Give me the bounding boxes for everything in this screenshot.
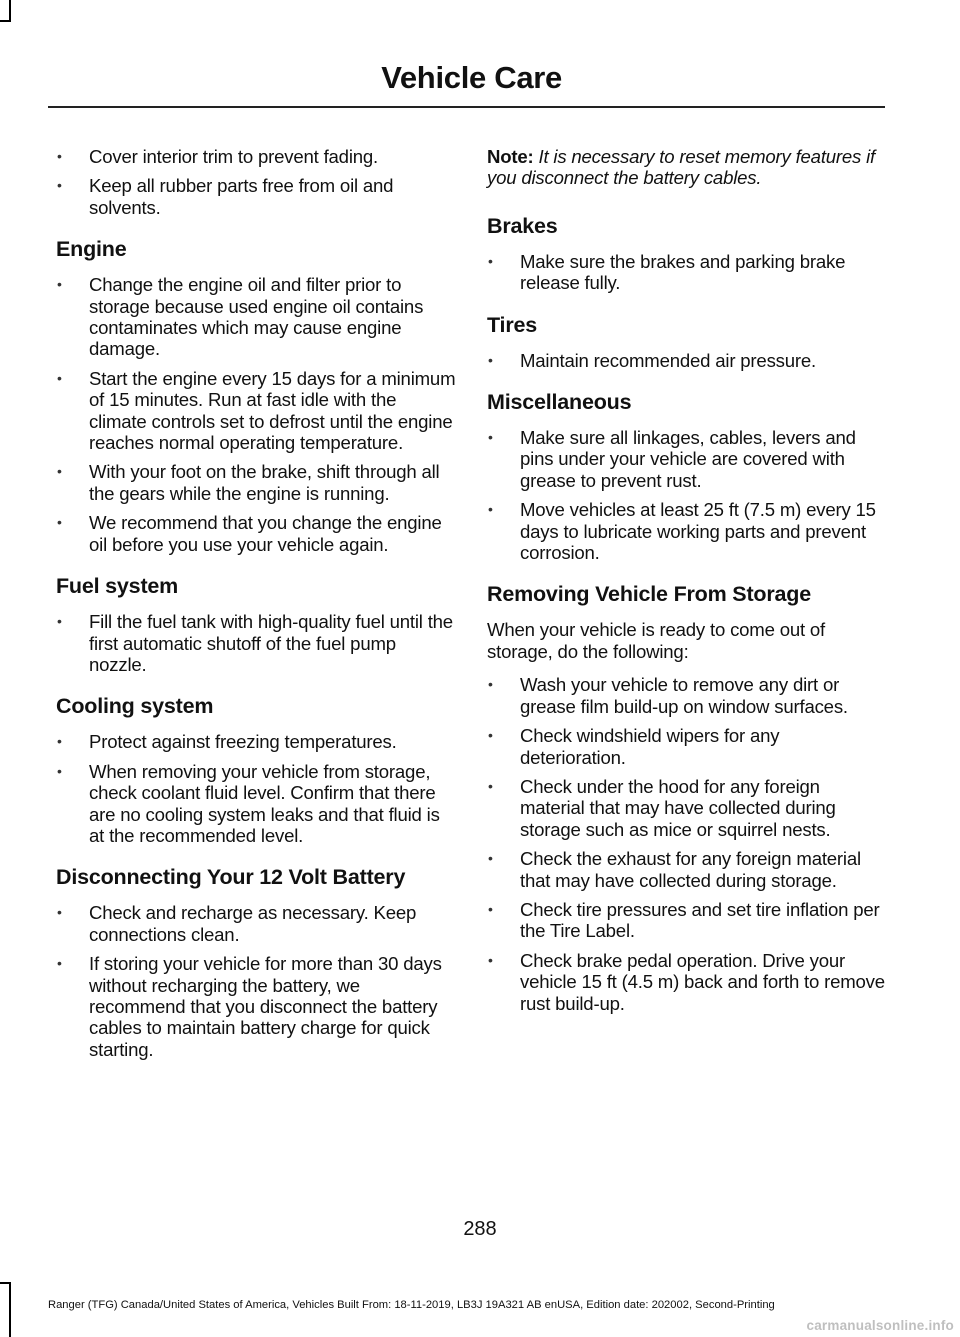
section-heading-fuel-system: Fuel system: [56, 574, 179, 599]
list-item: • Check the exhaust for any foreign material that may have collected during storage.: [487, 848, 887, 891]
list-item: • Check tire pressures and set tire inflation per the Tire Label.: [487, 899, 887, 942]
crop-mark-bottom-left-horizontal: [0, 1282, 11, 1284]
list-item: • With your foot on the brake, shift through all the gears while the engine is running.: [56, 461, 456, 504]
note-text: It is necessary to reset memory features if you disconnect the battery cables.: [487, 146, 876, 189]
list-item: • Fill the fuel tank with high-quality fuel until the first automatic shutoff of the fuel pump nozzle.: [56, 611, 456, 675]
list-item: • Check under the hood for any foreign material that may have collected during storage such as mice or squirrel nests.: [487, 776, 887, 840]
list-item: • Start the engine every 15 days for a minimum of 15 minutes. Run at fast idle with the climate controls set to defrost until the engine reaches normal operating temperature.: [56, 368, 456, 454]
left-column: [56, 146, 456, 1078]
crop-mark-top-left-horizontal: [0, 20, 11, 22]
list-item: • Check windshield wipers for any deterioration.: [487, 725, 887, 768]
page-title: Vehicle Care: [381, 60, 562, 95]
list-item: • Change the engine oil and filter prior to storage because used engine oil contains contaminates which may cause engine damage.: [56, 274, 456, 360]
section-heading-miscellaneous: Miscellaneous: [487, 390, 632, 415]
section-heading-engine: Engine: [56, 237, 127, 262]
list-item: • Protect against freezing temperatures.: [56, 731, 456, 752]
crop-mark-top-left-vertical: [9, 0, 11, 22]
list-item: • If storing your vehicle for more than 30 days without recharging the battery, we recommend that you disconnect the battery cables to maintain battery charge for quick starting.: [56, 953, 456, 1060]
section-heading-cooling-system: Cooling system: [56, 694, 214, 719]
list-item: • Check brake pedal operation. Drive your vehicle 15 ft (4.5 m) back and forth to remove rust build-up.: [487, 950, 887, 1014]
list-item: • Maintain recommended air pressure.: [487, 350, 887, 371]
note-label: Note:: [487, 146, 534, 167]
section-heading-brakes: Brakes: [487, 213, 558, 238]
section-heading-tires: Tires: [487, 312, 537, 337]
removing-bullet-list: [487, 674, 887, 1014]
cooling-system-bullet-list: [56, 731, 456, 846]
list-item: • Cover interior trim to prevent fading.: [56, 146, 456, 167]
page-number: 288: [463, 1218, 497, 1240]
list-item: • Wash your vehicle to remove any dirt or grease film build-up on window surfaces.: [487, 674, 887, 717]
header-rule: [48, 106, 885, 108]
intro-bullet-list: [56, 146, 456, 218]
fuel-system-bullet-list: [56, 611, 456, 675]
section-heading-removing-from-storage: Removing Vehicle From Storage: [487, 582, 811, 607]
list-item: • Check and recharge as necessary. Keep connections clean.: [56, 902, 456, 945]
battery-bullet-list: [56, 902, 456, 1060]
list-item: • We recommend that you change the engine oil before you use your vehicle again.: [56, 512, 456, 555]
list-item: • Move vehicles at least 25 ft (7.5 m) every 15 days to lubricate working parts and prevent corrosion.: [487, 499, 887, 563]
miscellaneous-bullet-list: [487, 427, 887, 563]
right-column: [487, 146, 887, 1032]
list-item: • When removing your vehicle from storage, check coolant fluid level. Confirm that there are no cooling system leaks and that fluid is at the recommended level.: [56, 761, 456, 847]
note-paragraph: [487, 146, 887, 189]
list-item: • Keep all rubber parts free from oil and solvents.: [56, 175, 456, 218]
section-heading-battery: Disconnecting Your 12 Volt Battery: [56, 865, 406, 890]
footer-edition-text: Ranger (TFG) Canada/United States of America, Vehicles Built From: 18-11-2019, LB3J 19A321 AB enUSA, Edition date: 202002, Second-Printing: [48, 1299, 775, 1311]
removing-intro: When your vehicle is ready to come out of storage, do the following:: [487, 619, 826, 662]
brakes-bullet-list: [487, 251, 887, 294]
list-item: • Make sure the brakes and parking brake release fully.: [487, 251, 887, 294]
crop-mark-bottom-left-vertical: [9, 1282, 11, 1337]
tires-bullet-list: [487, 350, 887, 371]
list-item: • Make sure all linkages, cables, levers and pins under your vehicle are covered with grease to prevent rust.: [487, 427, 887, 491]
watermark: carmanualsonline.info: [806, 1318, 954, 1333]
engine-bullet-list: [56, 274, 456, 555]
